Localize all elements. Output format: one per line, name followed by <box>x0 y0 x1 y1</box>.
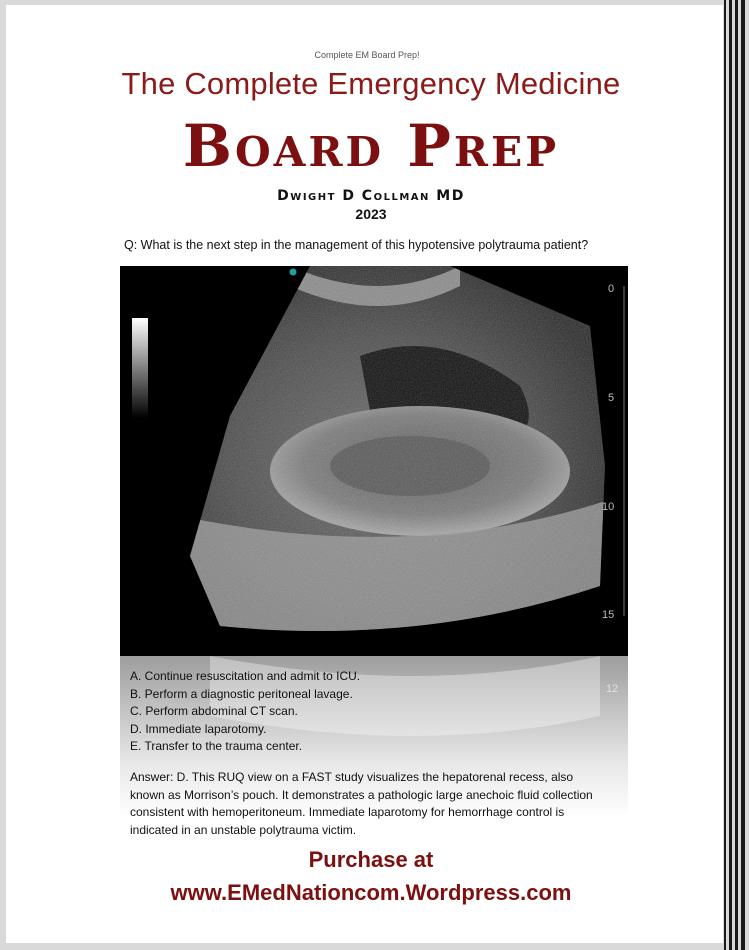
answer-choices <box>130 668 360 756</box>
reflected-label: 12 <box>606 683 619 695</box>
book-title-line2: Board Prep <box>182 112 560 180</box>
year: 2023 <box>355 206 387 222</box>
depth-scale <box>602 283 624 621</box>
author: Dwight D Collman MD <box>277 188 465 204</box>
answer-explanation: Answer: D. This RUQ view on a FAST study visualizes the hepatorenal recess, also known as Morrison’s pouch. It demonstrates a pathologic large anechoic fluid collection consistent with hemoperitoneum. Immediate laparotomy for hemorrhage control is indicated in an unstable polytrauma victim. <box>130 770 593 837</box>
purchase-label: Purchase at <box>308 847 434 872</box>
purchase-link[interactable]: www.EMedNationcom.Wordpress.com <box>170 880 572 905</box>
choice-d: D. Immediate laparotomy. <box>130 721 267 736</box>
choice-c: C. Perform abdominal CT scan. <box>130 704 298 718</box>
depth-label: 15 <box>602 609 615 621</box>
choice-a: A. Continue resuscitation and admit to ICU. <box>130 669 361 683</box>
choice-b: B. Perform a diagnostic peritoneal lavage. <box>130 686 353 701</box>
choice-e: E. Transfer to the trauma center. <box>130 739 303 753</box>
question-text: Q: What is the next step in the management of this hypotensive polytrauma patient? <box>124 238 589 252</box>
depth-label: 0 <box>608 283 615 295</box>
book-title-line1: The Complete Emergency Medicine <box>121 66 621 101</box>
depth-label: 5 <box>608 392 615 404</box>
orientation-marker <box>290 269 297 276</box>
depth-label: 10 <box>602 501 615 513</box>
grayscale-bar <box>132 318 148 418</box>
ultrasound-image <box>120 266 628 656</box>
small-header: Complete EM Board Prep! <box>314 50 420 60</box>
